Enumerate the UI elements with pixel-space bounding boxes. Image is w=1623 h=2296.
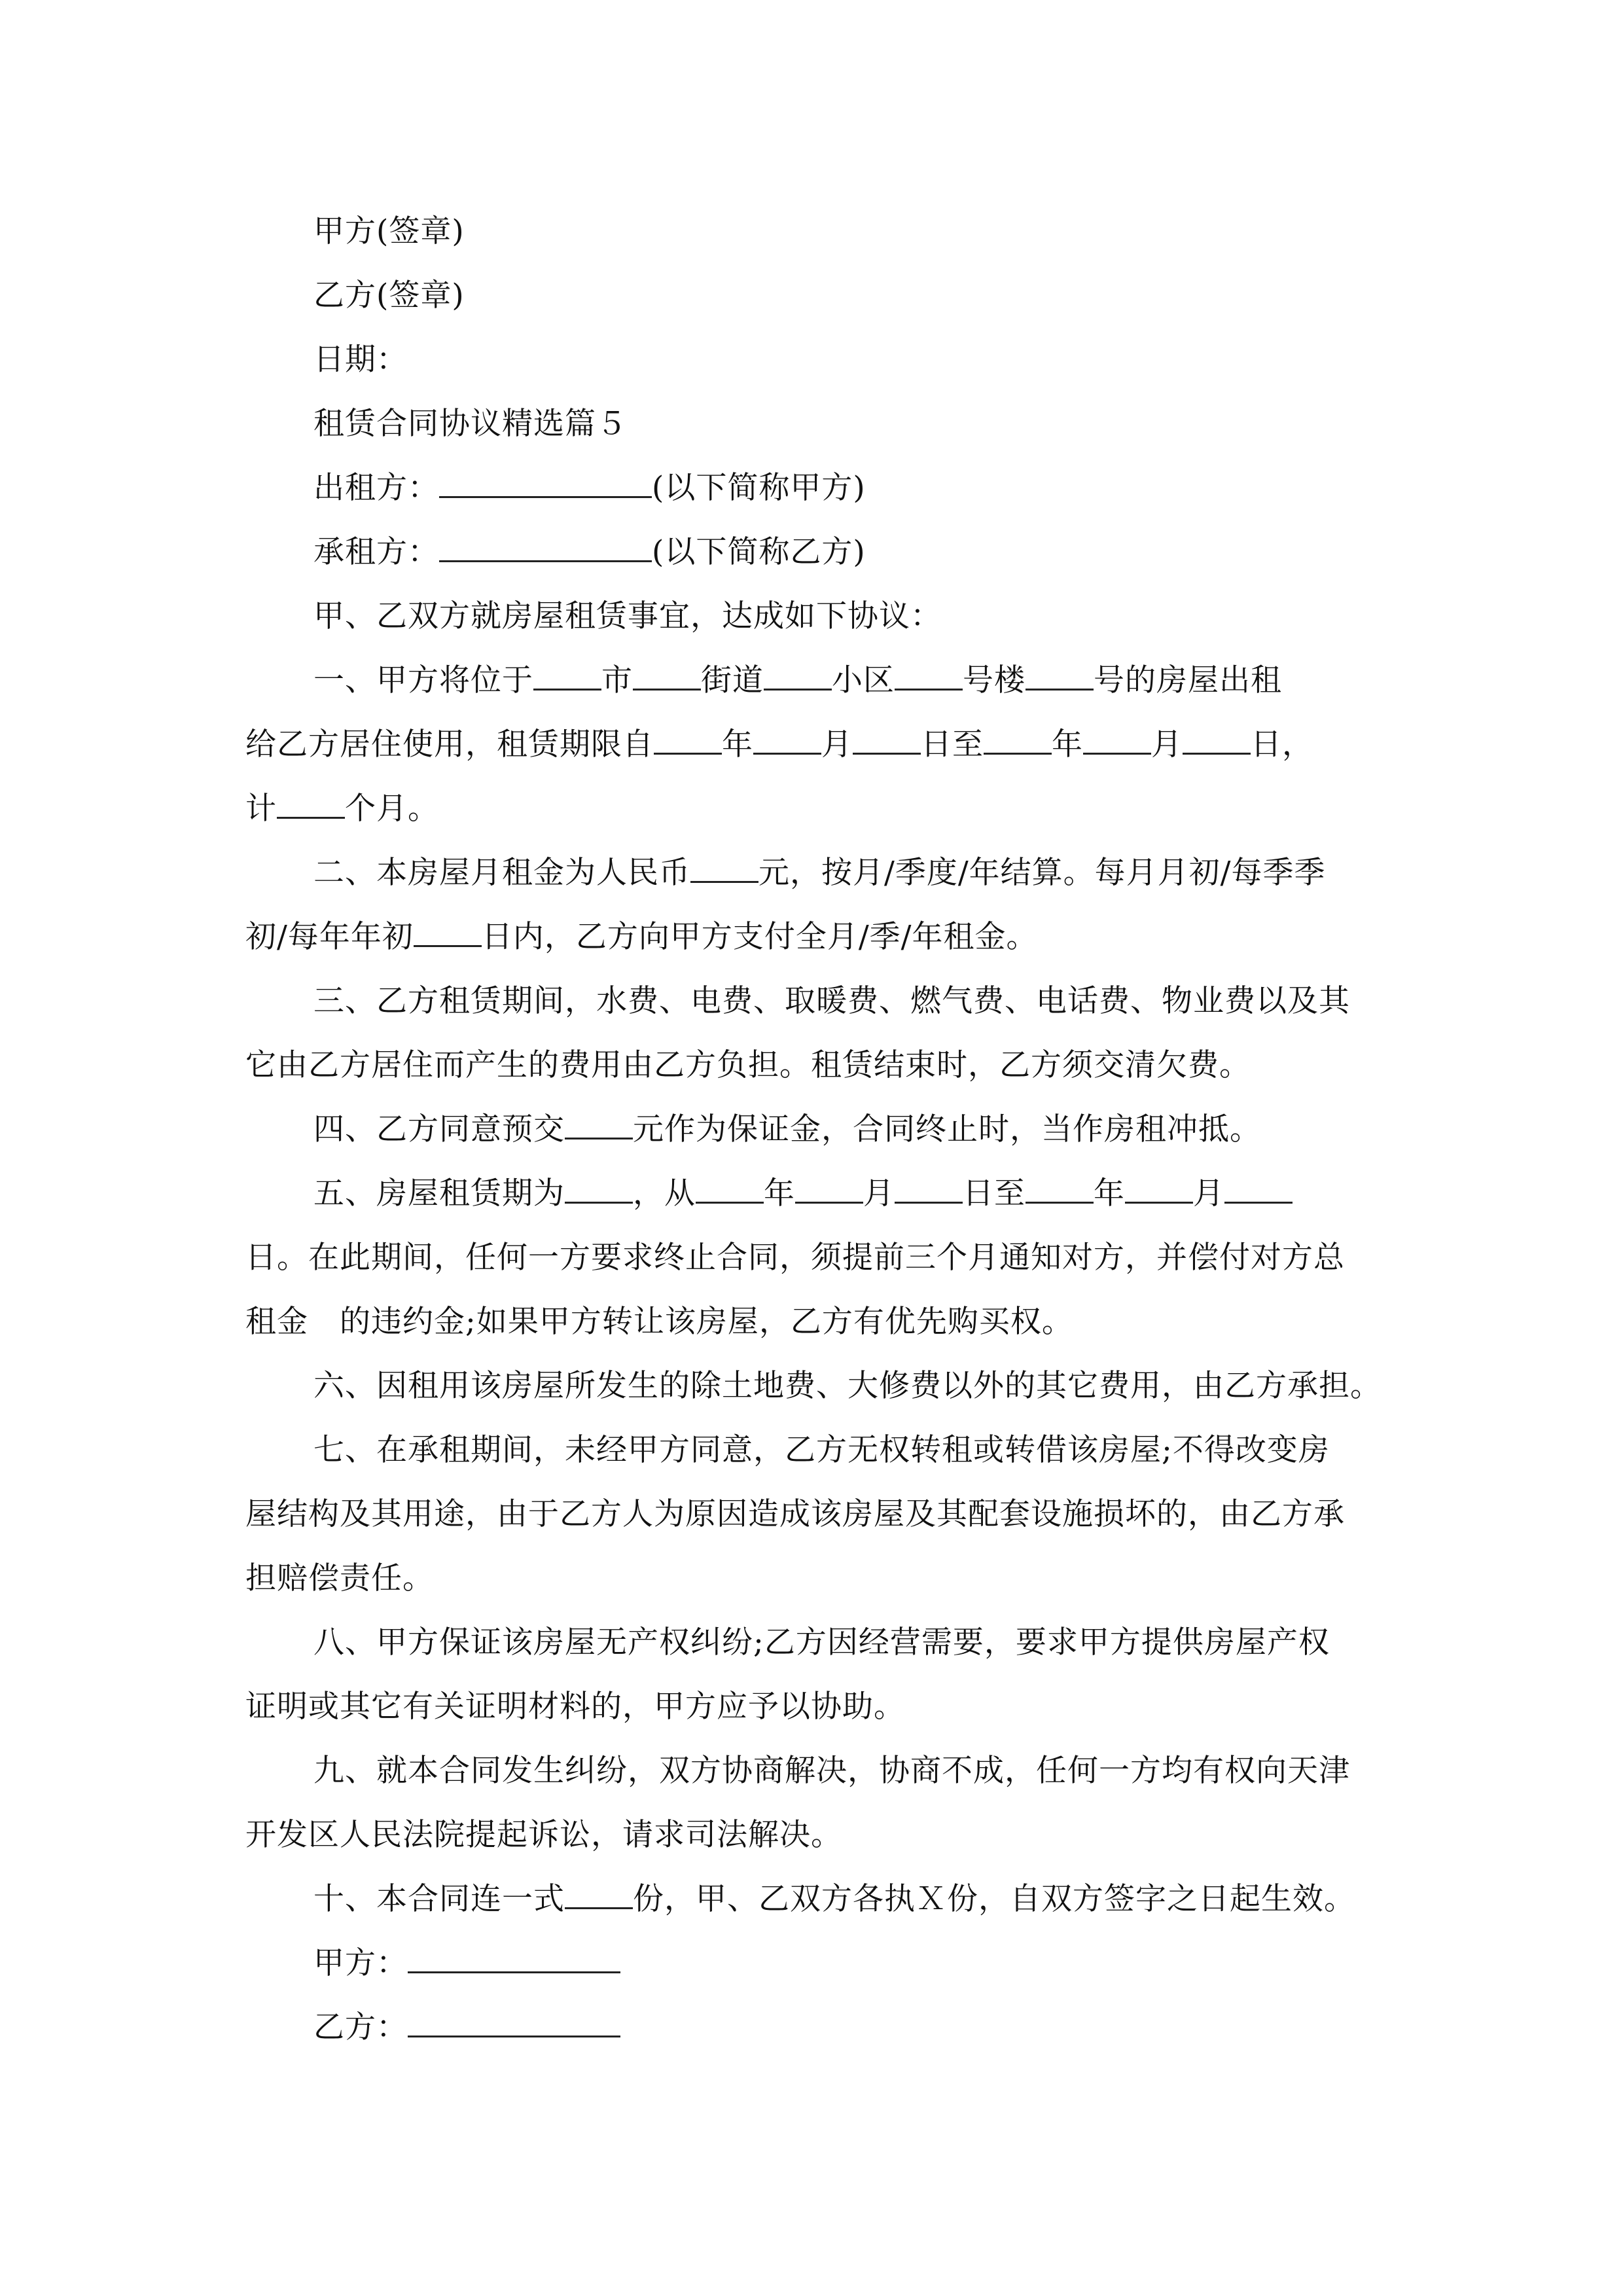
blank-field [439,526,652,562]
clause-8-line-1: 八、甲方保证该房屋无产权纠纷;乙方因经营需要，要求甲方提供房屋产权 [313,1624,1330,1660]
blank-field [690,847,758,883]
blank-field [1026,655,1094,691]
blank-field [565,1873,633,1909]
clause-5-line-3: 租金 的违约金;如果甲方转让该房屋，乙方有优先购买权。 [245,1304,1073,1340]
clause-5-line-2: 日。在此期间，任何一方要求终止合同，须提前三个月通知对方，并偿付对方总 [245,1240,1345,1276]
clause-9-line-1: 九、就本合同发生纠纷，双方协商解决，协商不成，任何一方均有权向天津 [313,1753,1350,1789]
blank-field [408,1937,620,1973]
blank-field [565,1103,633,1139]
blank-field [565,1168,633,1204]
blank-field [895,655,963,691]
blank-field [1125,1168,1193,1204]
party-b-sign-line: 乙方： [245,1996,1384,2060]
clause-2-line-1: 二、本房屋月租金为人民币 元，按月/季度/年结算。每月月初/每季季 [245,841,1384,905]
blank-field [1224,1168,1293,1204]
party-b-signature-line: 乙方(签章) [313,278,465,314]
blank-field [1083,719,1151,755]
clause-3-line-1: 三、乙方租赁期间，水费、电费、取暖费、燃气费、电话费、物业费以及其 [313,983,1350,1019]
clause-1-line-3: 计 个月。 [245,777,1384,841]
section-title: 租赁合同协议精选篇５ [313,406,628,442]
blank-field [439,462,652,498]
contract-text [245,200,1384,2060]
blank-field [984,719,1052,755]
clause-3-line-2: 它由乙方居住而产生的费用由乙方负担。租赁结束时，乙方须交清欠费。 [245,1047,1251,1083]
party-a-sign-line: 甲方： [245,1931,1384,1996]
clause-1-line-2: 给乙方居住使用，租赁期限自 年 月 日至 年 月 日， [245,713,1384,777]
agreement-intro: 甲、乙双方就房屋租赁事宜，达成如下协议： [313,598,942,634]
clause-1-line-1: 一、甲方将位于 市 街道 小区 号楼 号的房屋出租 [245,649,1384,713]
blank-field [853,719,921,755]
blank-field [696,1168,764,1204]
blank-field [1183,719,1251,755]
clause-4: 四、乙方同意预交 元作为保证金，合同终止时，当作房租冲抵。 [245,1098,1384,1162]
blank-field [1026,1168,1094,1204]
party-a-signature-line: 甲方(签章) [313,213,465,249]
clause-8-line-2: 证明或其它有关证明材料的，甲方应予以协助。 [245,1689,905,1725]
clause-6: 六、因租用该房屋所发生的除土地费、大修费以外的其它费用，由乙方承担。 [313,1368,1382,1404]
blank-field [764,655,832,691]
clause-2-line-2: 初/每年年初 日内，乙方向甲方支付全月/季/年租金。 [245,905,1384,969]
clause-7-line-3: 担赔偿责任。 [245,1560,434,1596]
blank-field [408,2001,620,2037]
clause-7-line-1: 七、在承租期间，未经甲方同意，乙方无权转租或转借该房屋;不得改变房 [313,1432,1330,1468]
blank-field [414,911,482,947]
blank-field [753,719,821,755]
date-line: 日期： [313,342,408,378]
lessee-line: 承租方： (以下简称乙方) [245,520,1384,584]
blank-field [633,655,701,691]
clause-9-line-2: 开发区人民法院提起诉讼，请求司法解决。 [245,1817,842,1853]
blank-field [654,719,722,755]
clause-7-line-2: 屋结构及其用途，由于乙方人为原因造成该房屋及其配套设施损坏的，由乙方承 [245,1496,1345,1532]
blank-field [533,655,601,691]
blank-field [895,1168,963,1204]
blank-field [795,1168,863,1204]
blank-field [277,783,345,819]
clause-10: 十、本合同连一式 份，甲、乙双方各执Ｘ份，自双方签字之日起生效。 [245,1867,1384,1931]
lessor-line: 出租方： (以下简称甲方) [245,456,1384,520]
clause-5-line-1: 五、房屋租赁期为 ，从 年 月 日至 年 月 [245,1162,1384,1226]
